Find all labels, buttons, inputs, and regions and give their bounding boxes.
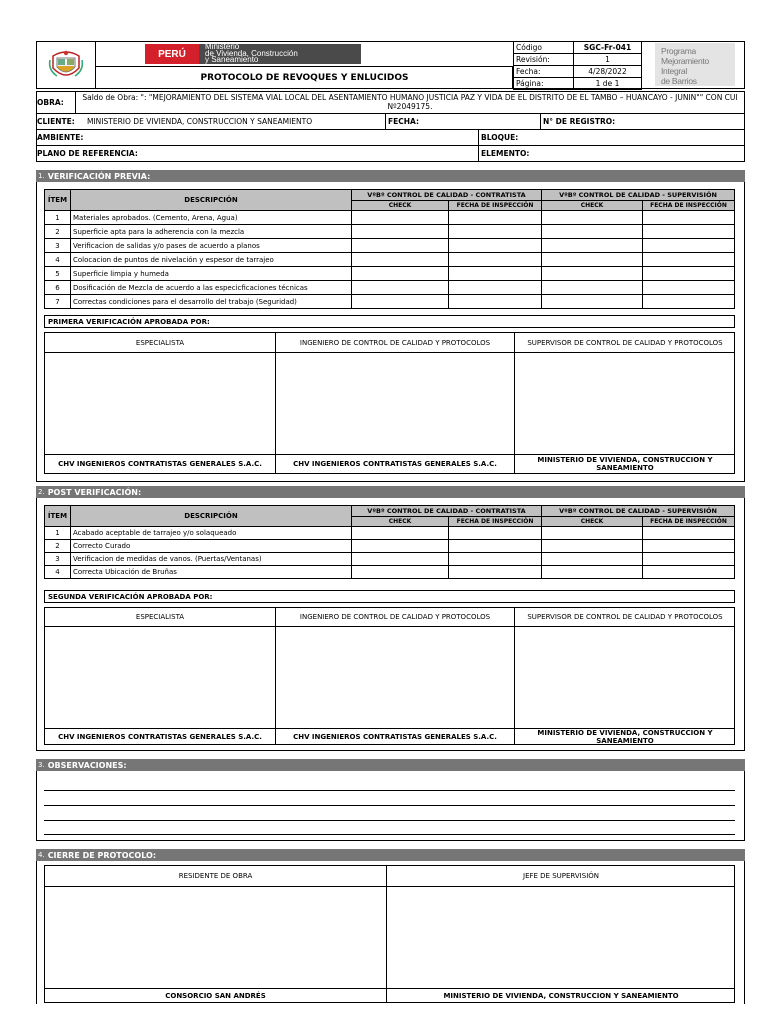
check-cell[interactable] (352, 553, 449, 566)
check-cell[interactable] (542, 225, 643, 239)
col-check-header: CHECK (542, 517, 643, 527)
table-row: 2 Superficie apta para la adherencia con la mezcla (45, 225, 735, 239)
table-row: 4 Colocacion de puntos de nivelación y espesor de tarrajeo (45, 253, 735, 267)
col-contratista-header: VºBº CONTROL DE CALIDAD - CONTRATISTA (352, 506, 542, 517)
date-cell[interactable] (643, 553, 735, 566)
meta-value: 1 (574, 54, 642, 66)
check-cell[interactable] (352, 267, 449, 281)
signature-area[interactable] (45, 887, 386, 988)
company-name: CHV INGENIEROS CONTRATISTAS GENERALES S.A.C. (58, 460, 262, 468)
col-supervision-header: VºBº CONTROL DE CALIDAD - SUPERVISIÓN (542, 506, 735, 517)
meta-label: Revisión: (514, 54, 574, 66)
fecha-label: FECHA: (388, 117, 419, 126)
program-logo: Programa Mejoramiento Integral de Barrios (655, 43, 735, 86)
observation-line[interactable] (44, 805, 735, 806)
ambiente-label: AMBIENTE: (37, 133, 84, 142)
col-fecha-header: FECHA DE INSPECCIÓN (449, 517, 542, 527)
check-cell[interactable] (542, 267, 643, 281)
plano-label: PLANO DE REFERENCIA: (37, 149, 138, 158)
jefe-title: JEFE DE SUPERVISIÓN (523, 872, 599, 880)
company-name: MINISTERIO DE VIVIENDA, CONSTRUCCION Y SANEAMIENTO (537, 456, 713, 472)
check-cell[interactable] (352, 527, 449, 540)
meta-value: 1 de 1 (574, 78, 642, 90)
section2-bar: 2. POST VERIFICACIÓN: (36, 486, 745, 498)
date-cell[interactable] (643, 295, 735, 309)
meta-value: 4/28/2022 (574, 66, 642, 78)
meta-label: Código (514, 42, 574, 54)
observation-line[interactable] (44, 834, 735, 835)
residente-title: RESIDENTE DE OBRA (178, 872, 253, 880)
date-cell[interactable] (449, 281, 542, 295)
col-check-header: CHECK (542, 201, 643, 211)
table-row: 5 Superficie limpia y humeda (45, 267, 735, 281)
section3-bar: 3. OBSERVACIONES: (36, 759, 745, 771)
date-cell[interactable] (449, 527, 542, 540)
date-cell[interactable] (449, 239, 542, 253)
info-row-line (36, 129, 745, 130)
date-cell[interactable] (643, 540, 735, 553)
date-cell[interactable] (449, 566, 542, 579)
meta-label: Página: (514, 78, 574, 90)
col-check-header: CHECK (352, 517, 449, 527)
section1-table (44, 189, 735, 309)
company-name: CONSORCIO SAN ANDRÉS (165, 992, 266, 1000)
table-row: 1 Materiales aprobados. (Cemento, Arena, Agua) (45, 211, 735, 225)
supervisor-title: SUPERVISOR DE CONTROL DE CALIDAD Y PROTOCOLOS (527, 613, 723, 621)
check-cell[interactable] (542, 527, 643, 540)
date-cell[interactable] (449, 553, 542, 566)
date-cell[interactable] (643, 239, 735, 253)
registro-label: N° DE REGISTRO: (543, 117, 616, 126)
especialista-title: ESPECIALISTA (135, 613, 185, 621)
col-contratista-header: VºBº CONTROL DE CALIDAD - CONTRATISTA (352, 190, 542, 201)
check-cell[interactable] (542, 295, 643, 309)
check-cell[interactable] (542, 239, 643, 253)
signature-area[interactable] (276, 627, 514, 728)
check-cell[interactable] (352, 281, 449, 295)
company-name: MINISTERIO DE VIVIENDA, CONSTRUCCION Y SANEAMIENTO (537, 729, 713, 745)
elemento-label: ELEMENTO: (481, 149, 530, 158)
date-cell[interactable] (449, 225, 542, 239)
observation-line[interactable] (44, 820, 735, 821)
date-cell[interactable] (643, 253, 735, 267)
section3-frame (36, 759, 745, 841)
info-row-line (36, 145, 745, 146)
date-cell[interactable] (449, 253, 542, 267)
col-fecha-header: FECHA DE INSPECCIÓN (643, 201, 735, 211)
cliente-value: MINISTERIO DE VIVIENDA, CONSTRUCCION Y SANEAMIENTO (87, 117, 313, 126)
table-row: 3 Verificacion de salidas y/o pases de acuerdo a planos (45, 239, 735, 253)
especialista-title: ESPECIALISTA (135, 338, 185, 347)
date-cell[interactable] (643, 281, 735, 295)
company-name: CHV INGENIEROS CONTRATISTAS GENERALES S.A.C. (293, 460, 497, 468)
table-row: 3 Verificacion de medidas de vanos. (Puertas/Ventanas) (45, 553, 735, 566)
date-cell[interactable] (449, 295, 542, 309)
date-cell[interactable] (449, 211, 542, 225)
col-fecha-header: FECHA DE INSPECCIÓN (449, 201, 542, 211)
obra-value: Saldo de Obra: ": "MEJORAMIENTO DEL SISTEMA VIAL LOCAL DEL ASENTAMIENTO HUMANO JUSTICIA PAZ Y VIDA DE EL DISTRITO DE EL TAMBO – HUANCAYO - JUNIN"" CON CUI Nº2049175. (82, 93, 738, 111)
cliente-label: CLIENTE: (37, 117, 75, 126)
signature-area[interactable] (45, 353, 275, 454)
date-cell[interactable] (643, 225, 735, 239)
signature-area[interactable] (515, 353, 735, 454)
supervisor-title: SUPERVISOR DE CONTROL DE CALIDAD Y PROTOCOLOS (527, 338, 723, 347)
obra-label: OBRA: (37, 98, 64, 107)
check-cell[interactable] (352, 239, 449, 253)
section4-title: CIERRE DE PROTOCOLO: (47, 850, 157, 860)
col-item-header: ÍTEM (45, 506, 71, 527)
ingeniero-title: INGENIERO DE CONTROL DE CALIDAD Y PROTOCOLOS (299, 338, 491, 347)
meta-label: Fecha: (514, 66, 574, 78)
section1-bar: 1. VERIFICACIÓN PREVIA: (36, 170, 745, 182)
table-row: 4 Correcta Ubicación de Bruñas (45, 566, 735, 579)
ministry-banner (145, 44, 361, 64)
signature-area[interactable] (276, 353, 514, 454)
check-cell[interactable] (352, 566, 449, 579)
check-cell[interactable] (542, 553, 643, 566)
col-desc-header: DESCRIPCIÓN (71, 190, 352, 211)
approval-label-2: SEGUNDA VERIFICACIÓN APROBADA POR: (44, 590, 735, 603)
check-cell[interactable] (352, 211, 449, 225)
table-row: 2 Correcto Curado (45, 540, 735, 553)
date-cell[interactable] (643, 527, 735, 540)
date-cell[interactable] (449, 267, 542, 281)
section2-table (44, 505, 735, 579)
check-cell[interactable] (542, 540, 643, 553)
check-cell[interactable] (352, 540, 449, 553)
observation-line[interactable] (44, 790, 735, 791)
table-row: 7 Correctas condiciones para el desarrollo del trabajo (Seguridad) (45, 295, 735, 309)
check-cell[interactable] (352, 295, 449, 309)
check-cell[interactable] (542, 211, 643, 225)
col-supervision-header: VºBº CONTROL DE CALIDAD - SUPERVISIÓN (542, 190, 735, 201)
col-desc-header: DESCRIPCIÓN (71, 506, 352, 527)
company-name: CHV INGENIEROS CONTRATISTAS GENERALES S.A.C. (58, 733, 262, 741)
signature-area[interactable] (515, 627, 735, 728)
table-row: 6 Dosificación de Mezcla de acuerdo a las especicficaciones técnicas (45, 281, 735, 295)
signature-area[interactable] (45, 627, 275, 728)
check-cell[interactable] (352, 225, 449, 239)
peru-logo: PERÚ (145, 44, 199, 64)
col-check-header: CHECK (352, 201, 449, 211)
col-item-header: ÍTEM (45, 190, 71, 211)
bloque-label: BLOQUE: (481, 133, 519, 142)
section1-title: VERIFICACIÓN PREVIA: (47, 171, 151, 181)
date-cell[interactable] (449, 540, 542, 553)
col-fecha-header: FECHA DE INSPECCIÓN (643, 517, 735, 527)
company-name: MINISTERIO DE VIVIENDA, CONSTRUCCION Y SANEAMIENTO (443, 992, 679, 1000)
check-cell[interactable] (542, 281, 643, 295)
meta-value: SGC-Fr-041 (574, 42, 642, 54)
date-cell[interactable] (643, 566, 735, 579)
check-cell[interactable] (352, 253, 449, 267)
section2-title: POST VERIFICACIÓN: (47, 487, 142, 497)
signature-area[interactable] (387, 887, 735, 988)
page-title: PROTOCOLO DE REVOQUES Y ENLUCIDOS (200, 72, 409, 83)
section4-bar: 4. CIERRE DE PROTOCOLO: (36, 849, 745, 861)
check-cell[interactable] (542, 253, 643, 267)
approval-label-1: PRIMERA VERIFICACIÓN APROBADA POR: (44, 315, 735, 328)
cell-divider (540, 113, 541, 129)
company-name: CHV INGENIEROS CONTRATISTAS GENERALES S.A.C. (293, 733, 497, 741)
date-cell[interactable] (643, 211, 735, 225)
meta-table (513, 41, 642, 90)
table-row: 1 Acabado aceptable de tarrajeo y/o solaqueado (45, 527, 735, 540)
ingeniero-title: INGENIERO DE CONTROL DE CALIDAD Y PROTOCOLOS (299, 613, 491, 621)
coat-of-arms-icon (47, 46, 85, 84)
date-cell[interactable] (643, 267, 735, 281)
section3-title: OBSERVACIONES: (47, 760, 127, 770)
cell-divider (385, 113, 386, 129)
check-cell[interactable] (542, 566, 643, 579)
ministry-name: Ministerio de Vivienda, Construcción y Saneamiento (199, 44, 361, 64)
